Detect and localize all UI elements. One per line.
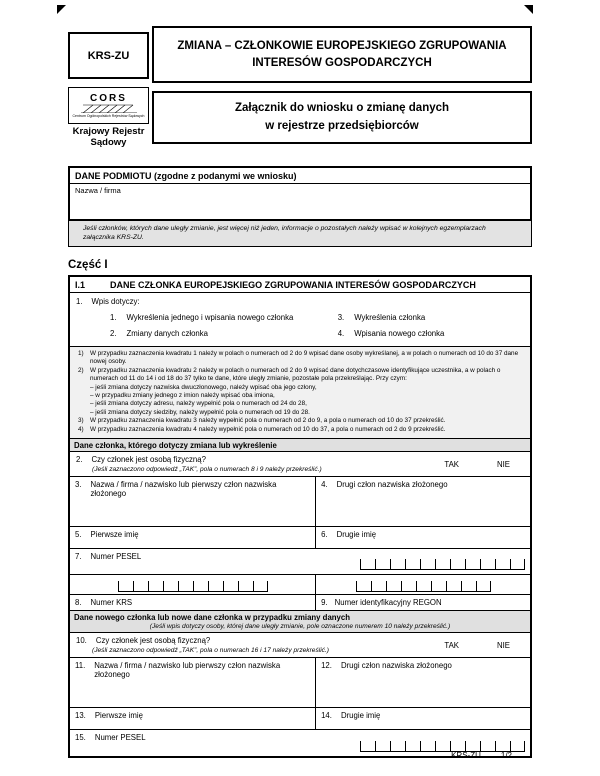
field-12-input[interactable]: 12. Drugi człon nazwiska złożonego (321, 661, 452, 671)
form-code-box (68, 32, 149, 79)
field-8-label: 8. Numer KRS (70, 595, 316, 610)
footnote-2-sub-1: – jeśli zmiana dotyczy nazwiska dwuczłonowego, należy wpisać oba jego człony, (90, 383, 317, 391)
field-10-note: (Jeśli zaznaczono odpowiedź „TAK”, pola o numerach 16 i 17 należy przekreślić.) (92, 647, 329, 655)
footnote-2-sub-2: – w przypadku zmiany jednego z imion należy wpisać oba imiona, (90, 391, 275, 399)
section-i1-header (70, 277, 530, 293)
option-wpisanie-nowego[interactable]: 4. Wpisania nowego członka (337, 328, 445, 338)
field-13-input[interactable]: 13. Pierwsze imię (70, 708, 316, 729)
fields-11-12-row (70, 658, 530, 708)
field-1-options (76, 313, 524, 338)
field-3-input[interactable]: 3. Nazwa / firma / nazwisko lub pierwszy człon nazwiska złożonego (70, 477, 316, 526)
option-wykreslenie-czlonka[interactable]: 3. Wykreślenia członka (337, 312, 426, 322)
krs-comb-input[interactable] (118, 581, 268, 592)
pesel-comb-input[interactable] (360, 559, 525, 570)
form-page (68, 26, 532, 758)
footnote-2: 2) W przypadku zaznaczenia kwadratu 2 należy w polach o numerach od 2 do 9 wpisać dane dotychczasowe identyfikujące uczestnika, a w polach o numerach od 11 do 14 i od 18 do 37 tylko te dane, które uległy zmianie, pozostałe pola przekreślając. Przy czym: (78, 366, 501, 383)
corner-mark-top-left (57, 5, 66, 14)
section-b-note: (Jeśli wpis dotyczy osoby, której dane uległy zmianie, pole oznaczone numerem 10 należy przekreślić.) (149, 623, 451, 631)
field-5-input[interactable]: 5. Pierwsze imię (70, 527, 316, 548)
part1-table (68, 275, 532, 758)
fields-8-9-comb-row (70, 575, 530, 595)
option-wykreslenie-i-wpisanie[interactable]: 1. Wykreślenia jednego i wpisania nowego członka (110, 312, 294, 322)
footnote-3: 3) W przypadku zaznaczenia kwadratu 3 należy wypełnić pola o numerach od 2 do 9, a pola o numerach od 10 do 37 przekreślić. (78, 417, 446, 425)
fields-13-14-row (70, 708, 530, 730)
cors-logo-caption: Centrum Ogólnopolskich Rejestrów Sądowych (72, 114, 145, 118)
dane-podmiotu-note: Jeśli członków, których dane uległy zmianie, jest więcej niż jeden, informacje o pozostałych należy wpisać w kolejnych egzemplarzach załącznika KRS-ZU. (68, 221, 532, 247)
field-1-number: 1. (76, 296, 83, 306)
field-2-nie-option[interactable]: NIE (497, 459, 510, 469)
field-6-input[interactable]: 6. Drugie imię (321, 530, 377, 540)
field-15-pesel: 15. Numer PESEL (70, 730, 530, 756)
footnote-2-sub-4: – jeśli zmiana dotyczy siedziby, należy wypełnić pola o numerach od 19 do 28. (90, 408, 310, 416)
footnote-1: 1) W przypadku zaznaczenia kwadratu 1 należy w polach o numerach od 2 do 9 wpisać dane osoby wykreślanej, a w polach o numerach od 10 do 37 dane nowej osoby. (78, 349, 519, 366)
cors-logo-hatch-icon (81, 104, 137, 113)
field-10-osoba-fizyczna: 10. Czy członek jest osobą fizyczną? (Jeśli zaznaczono odpowiedź „TAK”, pola o numerach 16 i 17 należy przekreślić.) TAK NIE (70, 633, 530, 658)
field-14-input[interactable]: 14. Drugie imię (321, 711, 381, 721)
field-2-osoba-fizyczna: 2. Czy członek jest osobą fizyczną? (Jeśli zaznaczono odpowiedź „TAK”, pola o numerach 8 i 9 należy przekreślić.) TAK NIE (70, 452, 530, 477)
section-i1-number: I.1 (75, 279, 86, 290)
section-i1-title: DANE CZŁONKA EUROPEJSKIEGO ZGRUPOWANIA INTERESÓW GOSPODARCZYCH (110, 279, 476, 290)
cors-logo-text: CORS (90, 93, 127, 104)
field-4-input[interactable]: 4. Drugi człon nazwiska złożonego (321, 480, 448, 490)
field-10-nie-option[interactable]: NIE (497, 640, 510, 650)
part1-heading: Część I (68, 258, 108, 271)
registry-name: Krajowy Rejestr Sądowy (72, 126, 145, 148)
dane-podmiotu-section (68, 166, 532, 221)
form-code: KRS-ZU (87, 49, 130, 62)
footnote-4: 4) W przypadku zaznaczenia kwadratu 4 należy wypełnić pola o numerach od 10 do 37, a pola o numerach od 2 do 9 przekreślić. (78, 425, 446, 433)
footnote-2-sub-3: – jeśli zmiana dotyczy adresu, należy wypełnić pola o numerach od 24 do 28, (90, 400, 307, 408)
field-1-label: Wpis dotyczy: (91, 296, 140, 306)
section-b-header: Dane nowego członka lub nowe dane członka w przypadku zmiany danych (Jeśli wpis dotyczy osoby, której dane uległy zmianie, pole oznaczone numerem 10 należy przekreślić.) (70, 611, 530, 633)
footer-page-number: 1/2 (500, 751, 512, 760)
fields-3-4-row (70, 477, 530, 527)
option-zmiana-danych[interactable]: 2. Zmiany danych członka (110, 328, 208, 338)
fields-5-6-row (70, 527, 530, 549)
nazwa-firma-field[interactable] (70, 184, 530, 219)
form-subtitle: Załącznik do wniosku o zmianę danych w rejestrze przedsiębiorców (152, 91, 532, 144)
form-title: ZMIANA – CZŁONKOWIE EUROPEJSKIEGO ZGRUPOWANIA INTERESÓW GOSPODARCZYCH (152, 26, 532, 83)
form-header (68, 26, 532, 149)
page-footer (451, 751, 512, 760)
cors-logo (68, 87, 149, 124)
field-2-note: (Jeśli zaznaczono odpowiedź „TAK”, pola o numerach 8 i 9 należy przekreślić.) (92, 466, 322, 474)
field-2-tak-option[interactable]: TAK (444, 459, 459, 469)
corner-mark-top-right (524, 5, 533, 14)
fields-8-9-label-row (70, 595, 530, 611)
footnotes-block (70, 347, 530, 439)
field-11-input[interactable]: 11. Nazwa / firma / nazwisko lub pierwszy człon nazwiska złożonego (70, 658, 316, 707)
regon-comb-input[interactable] (356, 581, 491, 592)
field-9-label: 9. Numer identyfikacyjny REGON (321, 598, 442, 608)
footer-form-code: KRS-ZU (451, 751, 481, 760)
field-10-tak-option[interactable]: TAK (444, 640, 459, 650)
section-a-header: Dane członka, którego dotyczy zmiana lub wykreślenie (70, 439, 530, 452)
field-7-pesel: 7. Numer PESEL (70, 549, 530, 575)
nazwa-firma-label: Nazwa / firma (75, 185, 121, 195)
dane-podmiotu-title: DANE PODMIOTU (zgodne z podanymi we wniosku) (70, 168, 530, 184)
field-1-wpis-dotyczy (70, 293, 530, 347)
